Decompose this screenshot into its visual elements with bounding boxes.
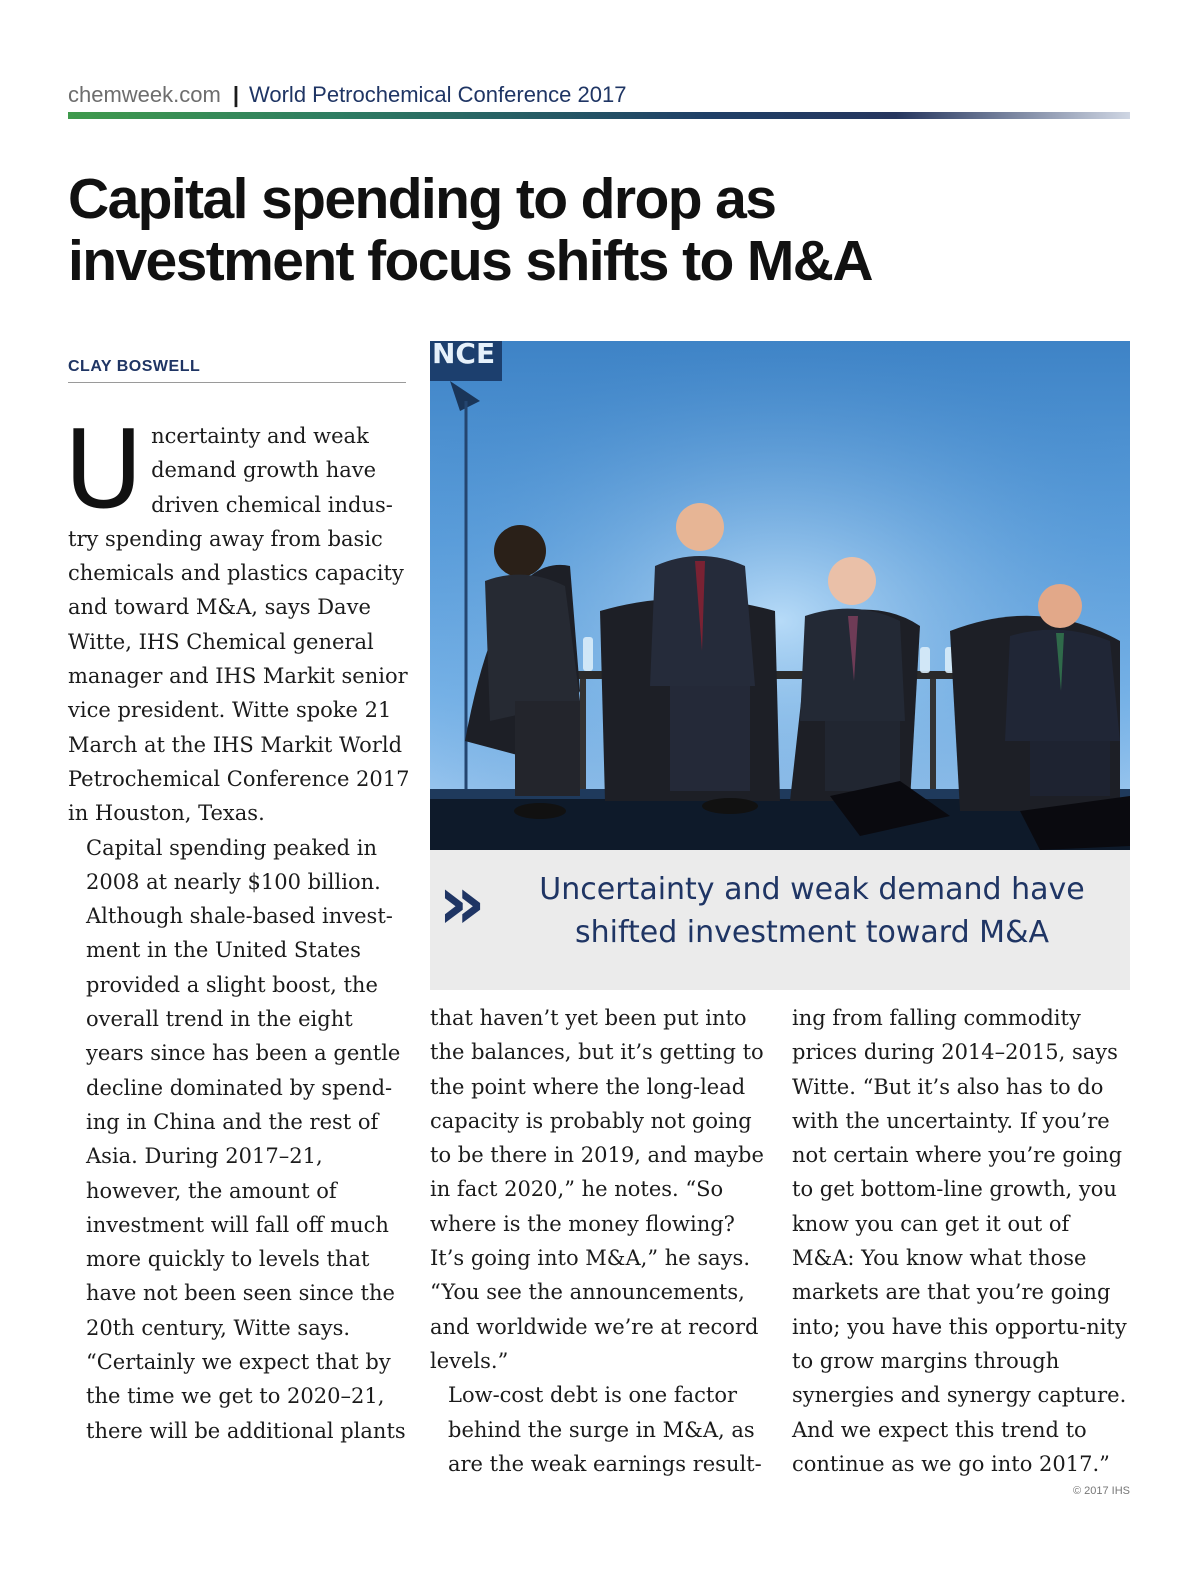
title-line-2: investment focus shifts to M&A xyxy=(68,229,872,293)
conference-name: World Petrochemical Conference 2017 xyxy=(249,82,627,107)
article-column-1 xyxy=(64,408,413,1448)
double-chevron-right-icon: » xyxy=(438,860,486,946)
paragraph-3: “Certainly we expect that by the time we get to 2020–21, there will be additional plants xyxy=(86,1350,406,1443)
paragraph-1-text: ncertainty and weak demand growth have driven chemical indus-try spending away from basic chemicals and plastics capacity and toward M&A, says Dave Witte, IHS Chemical general manager and IHS Markit senior vice president. Witte spoke 21 March at the IHS Markit World Petrochemical Conference 2017 in Houston, Texas. xyxy=(68,424,410,826)
header-separator: | xyxy=(232,82,239,107)
page-header xyxy=(68,80,626,110)
paragraph-5: Low-cost debt is one factor behind the surge in M&A, as are the weak earnings result- xyxy=(448,1383,762,1476)
copyright-notice: © 2017 IHS xyxy=(1072,1485,1130,1497)
header-gradient-rule xyxy=(68,112,1130,119)
paragraph-6: ing from falling commodity prices during 2014–2015, says Witte. “But it’s also has to do with the uncertainty. If you’re not certain where you’re going to get bottom-line growth, you know you can get it out of M&A: You know what those markets are that you’re going into; you have this opportu-nity to grow margins through synergies and synergy capture. And we expect this trend to continue as we go into 2017.” xyxy=(792,1006,1127,1476)
article-column-2 xyxy=(430,1001,775,1481)
article-title xyxy=(68,168,1148,292)
title-line-1: Capital spending to drop as xyxy=(68,167,776,231)
panel-discussion-illustration xyxy=(430,341,1130,850)
paragraph-2: Capital spending peaked in 2008 at nearly $100 billion. Although shale-based invest-ment in the United States provided a slight boost, the overall trend in the eight years since has been a gentle decline dominated by spend-ing in China and the rest of Asia. During 2017–21, however, the amount of investment will fall off much more quickly to levels that have not been seen since the 20th century, Witte says. xyxy=(86,835,401,1340)
author-byline: CLAY BOSWELL xyxy=(68,358,406,383)
paragraph-1 xyxy=(64,408,413,831)
banner-fragment: NCE xyxy=(432,341,496,370)
pull-quote-box xyxy=(430,850,1130,990)
pull-quote-text: Uncertainty and weak demand have shifted investment toward M&A xyxy=(539,872,1085,950)
paragraph-4: that haven’t yet been put into the balances, but it’s getting to the point where the long-lead capacity is probably not going to be there in 2019, and maybe in fact 2020,” he notes. “So where is the money flowing? It’s going into M&A,” he says. “You see the announcements, and worldwide we’re at record levels.” xyxy=(430,1006,764,1373)
panel-photo xyxy=(430,341,1130,850)
drop-cap: U xyxy=(64,408,144,533)
article-column-3 xyxy=(792,1001,1137,1481)
site-name[interactable]: chemweek.com xyxy=(68,82,221,107)
